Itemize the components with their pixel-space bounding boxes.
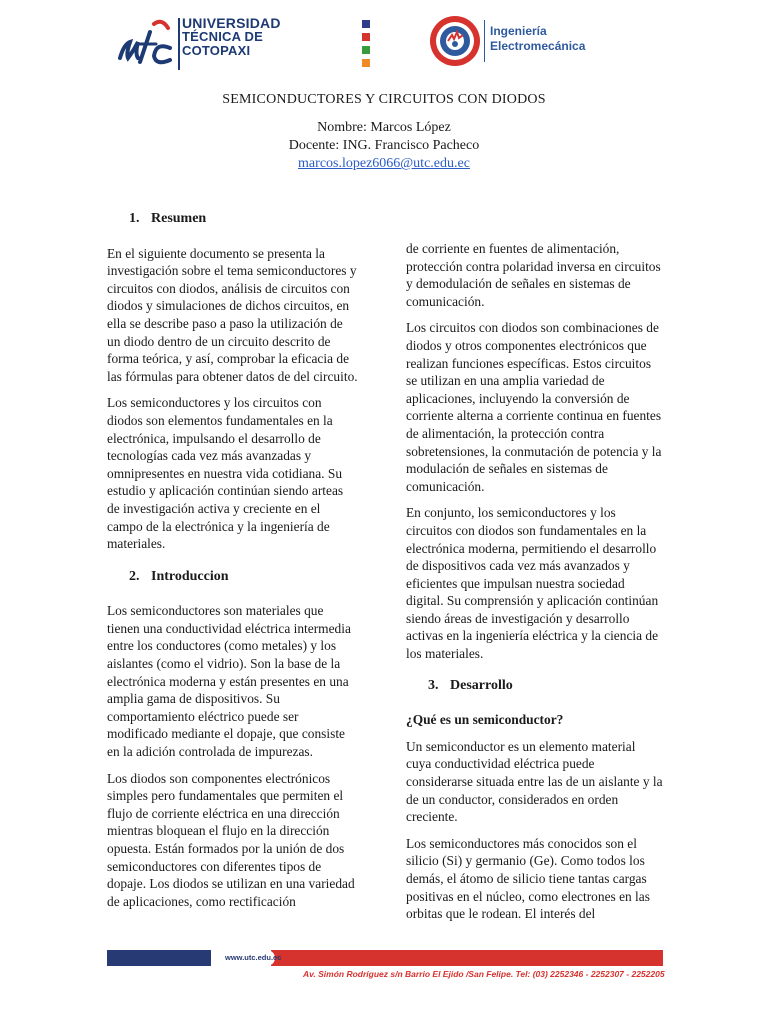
section-number: 3. xyxy=(428,677,439,693)
author-block xyxy=(0,119,768,173)
utc-logo xyxy=(114,18,176,76)
square-orange xyxy=(362,59,370,67)
subheading-question: ¿Qué es un semiconductor? xyxy=(406,712,564,728)
square-red xyxy=(362,33,370,41)
section-title: Introduccion xyxy=(151,568,229,584)
paragraph: Los semiconductores y los circuitos con diodos son elementos fundamentales en la electrónica, impulsando el desarrollo de tecnologías cada vez más avanzadas y omnipresentes en nuestra vida cotidiana. Su estudio y aplicación continúan siendo arteas de investigación activa y creciente en el campo de la electrónica y la ingeniería de materiales. xyxy=(107,395,344,552)
page-footer xyxy=(107,950,663,986)
ing-line-2: Electromecánica xyxy=(490,39,586,53)
ingenieria-divider xyxy=(484,20,485,62)
ingenieria-logo xyxy=(428,14,482,68)
left-column xyxy=(107,210,359,919)
utc-line-3: COTOPAXI xyxy=(182,43,251,58)
email-link[interactable]: marcos.lopez6066@utc.edu.ec xyxy=(298,156,470,171)
paragraph: En el siguiente documento se presenta la investigación sobre el tema semiconductores y circuitos con diodos, análisis de circuitos con diodos y simulaciones de dichos circuitos, en ella se describe paso a paso la utilización de un diodo dentro de un circuito descrito de forma teórica, y así, comprobar la eficacia de las fórmulas para obtener datos de del circuito. xyxy=(107,245,358,384)
section-heading-desarrollo xyxy=(406,677,663,695)
right-column xyxy=(406,240,663,932)
square-green xyxy=(362,46,370,54)
utc-line-1: UNIVERSIDAD xyxy=(182,15,281,31)
document-title: SEMICONDUCTORES Y CIRCUITOS CON DIODOS xyxy=(222,92,546,107)
paragraph: de corriente en fuentes de alimentación, protección contra polaridad inversa en circuitos y demodulación de señales en sistemas de comunicación. xyxy=(406,241,661,309)
ing-line-1: Ingeniería xyxy=(490,24,547,38)
paragraph: Los semiconductores son materiales que tienen una conductividad eléctrica intermedia entre los conductores (como metales) y los aislantes (como el vidrio). Son la base de la electrónica moderna y están presentes en una amplia gama de dispositivos. Su comportamiento eléctrico puede ser modificado mediante el dopaje, que consiste en la adición controlada de impurezas. xyxy=(107,603,351,760)
square-blue xyxy=(362,20,370,28)
author-name: Nombre: Marcos López xyxy=(317,120,451,135)
paragraph: Los circuitos con diodos son combinaciones de diodos y otros componentes electrónicos que realizan funciones específicas. Estos circuitos se utilizan en una amplia variedad de aplicaciones, incluyendo la conversión de corriente alterna a corriente continua en fuentes de alimentación, la protección contra sobretensiones, la conmutación de potencia y la modulación de señales en sistemas de comunicación. xyxy=(406,320,662,494)
paragraph: Un semiconductor es un elemento material cuya conductividad eléctrica puede considerarse situada entre las de un aislante y la de un conductor, considerados en orden creciente. xyxy=(406,738,663,825)
section-title: Desarrollo xyxy=(450,677,513,693)
utc-divider xyxy=(178,18,180,70)
paragraph: Los diodos son componentes electrónicos simples pero fundamentales que permiten el flujo de corriente eléctrica en una dirección mientras bloquean el flujo en la dirección opuesta. Están formados por la unión de dos semiconductores con diferentes tipos de dopaje. Los diodos se utilizan en una variedad de aplicaciones, como rectificación xyxy=(107,770,355,909)
ingenieria-wordmark xyxy=(490,24,585,54)
section-title: Resumen xyxy=(151,211,207,226)
color-squares xyxy=(362,20,372,72)
section-heading-introduccion xyxy=(107,568,359,586)
teacher-name: Docente: ING. Francisco Pacheco xyxy=(288,138,480,153)
page-header xyxy=(0,12,768,82)
section-heading-resumen xyxy=(107,210,359,228)
paragraph: Los semiconductores más conocidos son el silicio (Si) y germanio (Ge). Como todos los demás, el átomo de silicio tiene tantas cargas positivas en el núcleo, como electrones en las orbitas que le rodean. El interés del xyxy=(406,835,650,922)
footer-website[interactable]: www.utc.edu.ec xyxy=(225,953,282,962)
paragraph: En conjunto, los semiconductores y los circuitos con diodos son fundamentales en la electrónica moderna, permitiendo el desarrollo de dispositivos cada vez más avanzados y eficientes que impulsan nuestra sociedad digital. Su comprensión y aplicación continúan siendo áreas de investigación y desarrollo activas en la ingeniería eléctrica y la ciencia de los materiales. xyxy=(406,505,659,662)
utc-line-2: TÉCNICA DE xyxy=(182,29,263,44)
footer-address: Av. Simón Rodríguez s/n Barrio El Ejido /San Felipe. Tel: (03) 2252346 - 2252307 - 2252205 xyxy=(303,969,665,979)
footer-bar-red xyxy=(271,950,663,966)
section-number: 1. xyxy=(129,211,140,226)
footer-bar-blue xyxy=(107,950,217,966)
section-number: 2. xyxy=(129,568,140,584)
utc-wordmark xyxy=(182,16,292,58)
